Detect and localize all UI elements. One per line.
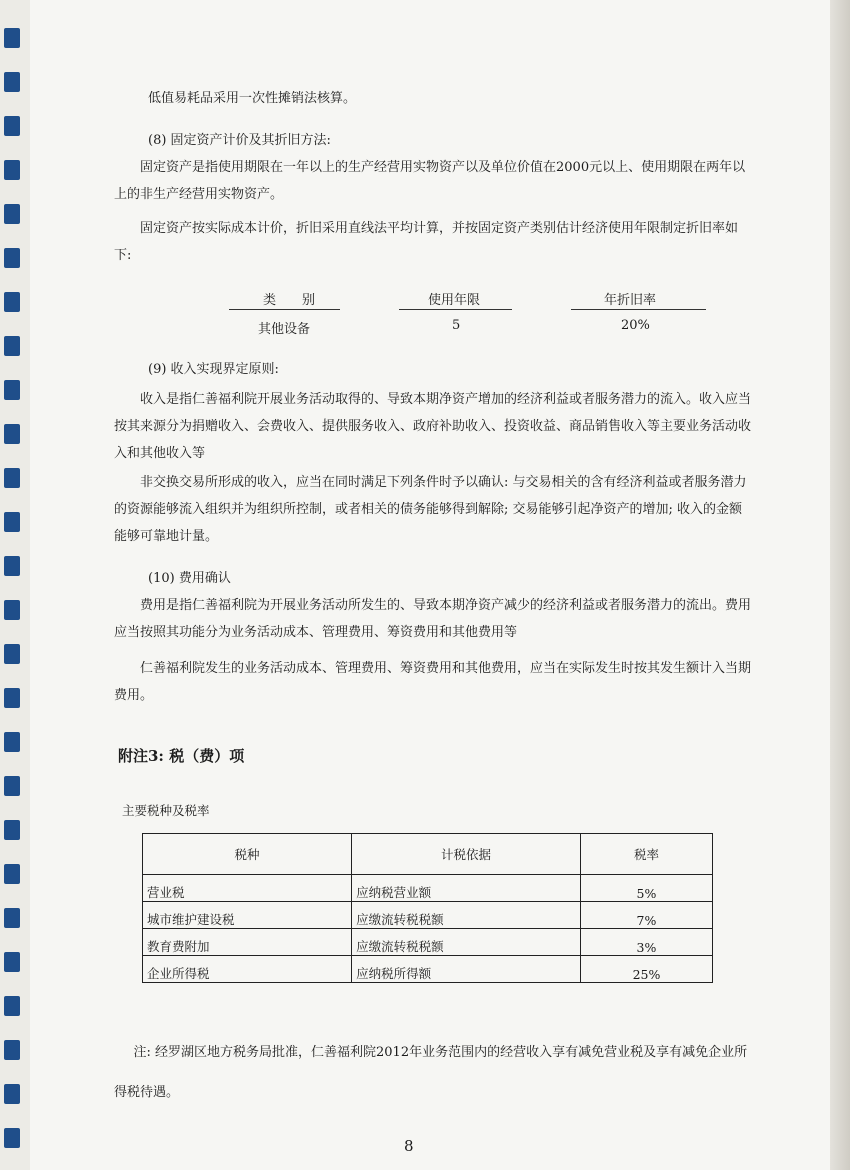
binding-hole [4, 292, 20, 312]
depreciation-rule [229, 309, 340, 310]
binding-hole [4, 820, 20, 840]
binding-hole [4, 248, 20, 268]
binding-hole [4, 1128, 20, 1148]
page-number: 8 [404, 1137, 414, 1155]
page-edge [830, 0, 850, 1170]
section-10-paragraph-1: 费用是指仁善福利院为开展业务活动所发生的、导致本期净资产减少的经济利益或者服务潜力的流出。费用应当按照其功能分为业务活动成本、管理费用、筹资费用和其他费用等 [114, 598, 752, 640]
tax-type-cell: 企业所得税 [143, 956, 352, 983]
tax-type-cell: 教育费附加 [143, 929, 352, 956]
binding-hole [4, 996, 20, 1016]
binding-hole [4, 952, 20, 972]
binding-hole [4, 864, 20, 884]
binding-hole [4, 732, 20, 752]
note-3-heading: 附注3: 税（费）项 [118, 747, 245, 765]
tax-rate-cell: 7% [580, 902, 712, 929]
depreciation-rate: 20% [621, 318, 650, 333]
header-tax-rate: 税率 [580, 834, 712, 875]
depreciation-header-rate: 年折旧率 [604, 293, 657, 308]
tax-rate-cell: 3% [580, 929, 712, 956]
table-row [143, 902, 713, 929]
binding-hole [4, 72, 20, 92]
tax-footnote: 注: 经罗湖区地方税务局批准，仁善福利院2012年业务范围内的经营收入享有减免营业税及享有减免企业所得税待遇。 [114, 1045, 748, 1100]
binding-hole [4, 1040, 20, 1060]
binding-hole [4, 116, 20, 136]
binding-hole [4, 336, 20, 356]
binding-hole [4, 776, 20, 796]
binding-hole [4, 468, 20, 488]
binding-hole [4, 28, 20, 48]
binding-hole [4, 380, 20, 400]
depreciation-header-years: 使用年限 [428, 293, 481, 308]
binding-hole [4, 688, 20, 708]
binding-hole [4, 1084, 20, 1104]
tax-basis-cell: 应缴流转税税额 [352, 929, 581, 956]
binding-hole [4, 556, 20, 576]
table-row [143, 875, 713, 902]
tax-type-cell: 城市维护建设税 [143, 902, 352, 929]
binding-hole [4, 204, 20, 224]
depreciation-header-category: 类 别 [263, 293, 316, 308]
binding-hole [4, 424, 20, 444]
section-10-paragraph-2: 仁善福利院发生的业务活动成本、管理费用、筹资费用和其他费用，应当在实际发生时按其发生额计入当期费用。 [114, 661, 752, 703]
binding-hole [4, 644, 20, 664]
binding-hole [4, 512, 20, 532]
section-8-paragraph-2: 固定资产按实际成本计价，折旧采用直线法平均计算，并按固定资产类别估计经济使用年限制定折旧率如下: [114, 221, 739, 263]
binding-hole [4, 908, 20, 928]
binding-hole [4, 600, 20, 620]
tax-rate-table [142, 833, 713, 983]
section-10-title: (10) 费用确认 [148, 571, 231, 586]
tax-basis-cell: 应纳税所得额 [352, 956, 581, 983]
tax-basis-cell: 应缴流转税税额 [352, 902, 581, 929]
section-9-title: (9) 收入实现界定原则: [148, 362, 279, 377]
header-tax-type: 税种 [143, 834, 352, 875]
low-value-line: 低值易耗品采用一次性摊销法核算。 [148, 91, 357, 106]
tax-type-cell: 营业税 [143, 875, 352, 902]
section-8-title: (8) 固定资产计价及其折旧方法: [148, 133, 331, 148]
tax-table-subtitle: 主要税种及税率 [122, 803, 210, 818]
section-8-paragraph-1: 固定资产是指使用期限在一年以上的生产经营用实物资产以及单位价值在2000元以上、使用期限在两年以上的非生产经营用实物资产。 [114, 160, 746, 202]
tax-rate-cell: 5% [580, 875, 712, 902]
table-row [143, 929, 713, 956]
section-9-paragraph-2: 非交换交易所形成的收入，应当在同时满足下列条件时予以确认: 与交易相关的含有经济利益或者服务潜力的资源能够流入组织并为组织所控制，或者相关的债务能够得到解除; 交易能够引起净资产的增加; 收入的金额能够可靠地计量。 [114, 475, 747, 544]
table-row [143, 956, 713, 983]
tax-rate-cell: 25% [580, 956, 712, 983]
depreciation-rule [399, 309, 512, 310]
section-9-paragraph-1: 收入是指仁善福利院开展业务活动取得的、导致本期净资产增加的经济利益或者服务潜力的流入。收入应当按其来源分为捐赠收入、会费收入、提供服务收入、政府补助收入、投资收益、商品销售收入等主要业务活动收入和其他收入等 [114, 392, 752, 461]
depreciation-rule [571, 309, 706, 310]
tax-basis-cell: 应纳税营业额 [352, 875, 581, 902]
binding-strip [0, 0, 30, 1170]
header-tax-basis: 计税依据 [352, 834, 581, 875]
depreciation-category: 其他设备 [258, 322, 311, 337]
binding-hole [4, 160, 20, 180]
depreciation-years: 5 [452, 318, 461, 333]
table-header-row [143, 834, 713, 875]
